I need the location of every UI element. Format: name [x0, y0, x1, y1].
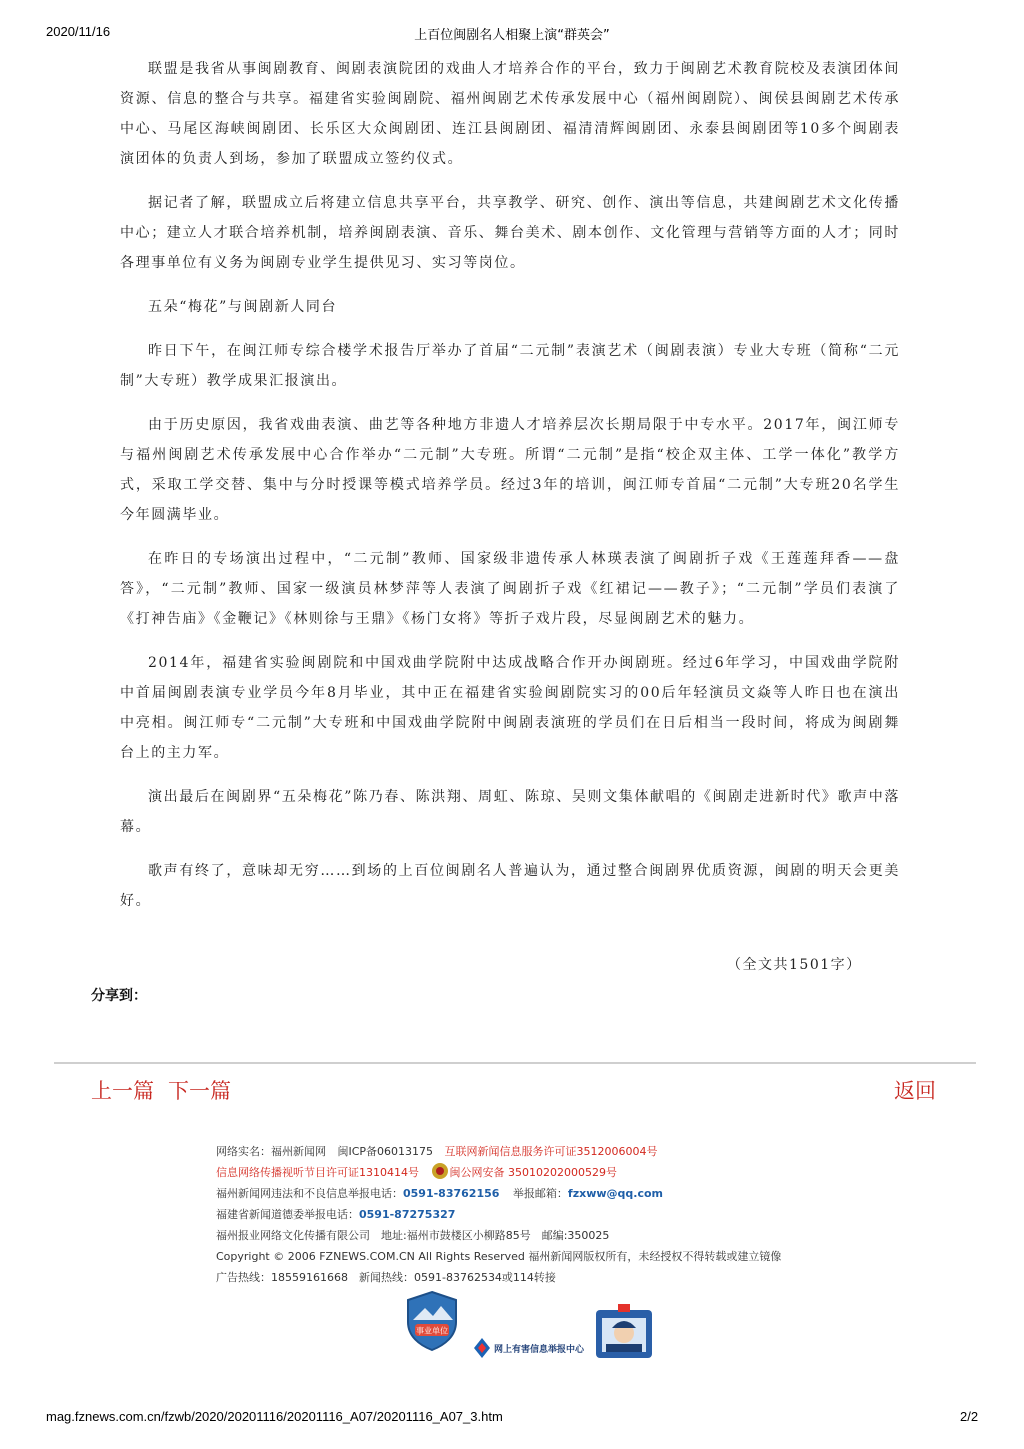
article-paragraph: 联盟是我省从事闽剧教育、闽剧表演院团的戏曲人才培养合作的平台，致力于闽剧艺术教育院校及表演团体间资源、信息的整合与共享。福建省实验闽剧院、福州闽剧艺术传承发展中心（福州闽剧院）、闽侯县闽剧艺术传承中心、马尾区海峡闽剧团、长乐区大众闽剧团、连江县闽剧团、福清清辉闽剧团、永泰县闽剧团等10多个闽剧表演团体的负责人到场，参加了联盟成立签约仪式。: [120, 61, 900, 167]
av-license-link[interactable]: 信息网络传播视听节目许可证1310414号: [216, 1166, 419, 1179]
prev-article-link[interactable]: 上一篇: [91, 1079, 154, 1103]
company-info: 福州报业网络文化传播有限公司 地址:福州市鼓楼区小柳路85号 邮编:350025: [216, 1229, 610, 1242]
print-date: 2020/11/16: [46, 24, 111, 39]
police-emblem-icon: [432, 1163, 448, 1179]
footer-line: [216, 1141, 781, 1162]
article-paragraph: 据记者了解，联盟成立后将建立信息共享平台，共享教学、研究、创作、演出等信息，共建闽剧艺术文化传播中心；建立人才联合培养机制，培养闽剧表演、音乐、舞台美术、剧本创作、文化管理与营销等方面的人才；同时各理事单位有义务为闽剧专业学生提供见习、实习等岗位。: [120, 195, 900, 271]
site-name: 网络实名：福州新闻网: [216, 1145, 326, 1158]
word-count: （全文共1501字）: [727, 957, 862, 973]
article-paragraph: 在昨日的专场演出过程中，“二元制”教师、国家级非遗传承人林瑛表演了闽剧折子戏《王莲莲拜香——盘答》，“二元制”教师、国家一级演员林梦萍等人表演了闽剧折子戏《红裙记——教子》；“二元制”学员们表演了《打神告庙》《金鞭记》《林则徐与王鼎》《杨门女将》等折子戏片段，尽显闽剧艺术的魅力。: [120, 551, 900, 627]
article-paragraph: 2014年，福建省实验闽剧院和中国戏曲学院附中达成战略合作开办闽剧班。经过6年学习，中国戏曲学院附中首届闽剧表演专业学员今年8月毕业，其中正在福建省实验闽剧院实习的00后年轻演员文焱等人昨日也在演出中亮相。闽江师专“二元制”大专班和中国戏曲学院附中闽剧表演班的学员们在日后相当一段时间，将成为闽剧舞台上的主力军。: [120, 655, 900, 761]
article-paragraph: 昨日下午，在闽江师专综合楼学术报告厅举办了首届“二元制”表演艺术（闽剧表演）专业大专班（简称“二元制”大专班）教学成果汇报演出。: [120, 343, 900, 389]
report-center-label: 网上有害信息举报中心: [494, 1345, 585, 1355]
article-paragraph: 由于历史原因，我省戏曲表演、曲艺等各种地方非遗人才培养层次长期局限于中专水平。2017年，闽江师专与福州闽剧艺术传承发展中心合作举办“二元制”大专班。所谓“二元制”是指“校企双主体、工学一体化”教学方式，采取工学交替、集中与分时授课等模式培养学员。经过3年的培训，闽江师专首届“二元制”大专班20名学生今年圆满毕业。: [120, 417, 900, 523]
article-subheading: 五朵“梅花”与闽剧新人同台: [148, 299, 338, 315]
cyber-police-badge[interactable]: [592, 1300, 656, 1366]
harmful-info-report-badge[interactable]: [470, 1334, 586, 1366]
hotlines: 广告热线：18559161668 新闻热线：0591-83762534或114转接: [216, 1271, 556, 1284]
copyright: Copyright © 2006 FZNEWS.COM.CN All Rights Reserved 福州新闻网版权所有，未经授权不得转载或建立镜像: [216, 1250, 782, 1263]
report-email-label: 举报邮箱：: [512, 1187, 568, 1200]
shield-icon: [405, 1290, 459, 1352]
footer-line: [216, 1204, 781, 1225]
footer-line: [216, 1162, 781, 1183]
icp-record[interactable]: 闽ICP备06013175: [337, 1145, 434, 1158]
cyber-police-icon: [592, 1300, 656, 1362]
print-page-title: 上百位闽剧名人相聚上演“群英会”: [414, 28, 610, 43]
next-article-link[interactable]: 下一篇: [168, 1079, 231, 1103]
back-link[interactable]: 返回: [894, 1079, 936, 1103]
share-label: 分享到：: [91, 988, 147, 1004]
print-page-number: 2/2: [960, 1409, 979, 1424]
report-email[interactable]: fzxww@qq.com: [567, 1187, 663, 1200]
ethics-phone: 0591-87275327: [359, 1208, 456, 1221]
divider: [54, 1062, 976, 1064]
report-phone-label: 福州新闻网违法和不良信息举报电话：: [216, 1187, 403, 1200]
report-center-icon: [470, 1334, 586, 1362]
footer-line: [216, 1183, 781, 1204]
news-license-link[interactable]: 互联网新闻信息服务许可证3512006004号: [444, 1145, 658, 1158]
ethics-phone-label: 福建省新闻道德委举报电话：: [216, 1208, 359, 1221]
print-url: mag.fznews.com.cn/fzwb/2020/20201116/20201116_A07/20201116_A07_3.htm: [46, 1409, 503, 1424]
article-paragraph: 歌声有终了，意味却无穷……到场的上百位闽剧名人普遍认为，通过整合闽剧界优质资源，闽剧的明天会更美好。: [120, 863, 900, 909]
police-record-link[interactable]: 闽公网安备 35010202000529号: [449, 1166, 617, 1179]
public-institution-badge[interactable]: [405, 1290, 459, 1356]
report-phone: 0591-83762156: [403, 1187, 500, 1200]
badge-unit-label: 事业单位: [416, 1326, 448, 1336]
article-paragraph: 演出最后在闽剧界“五朵梅花”陈乃春、陈洪翔、周虹、陈琼、吴则文集体献唱的《闽剧走进新时代》歌声中落幕。: [120, 789, 900, 835]
article-body: [120, 54, 900, 930]
site-footer: [216, 1141, 781, 1288]
